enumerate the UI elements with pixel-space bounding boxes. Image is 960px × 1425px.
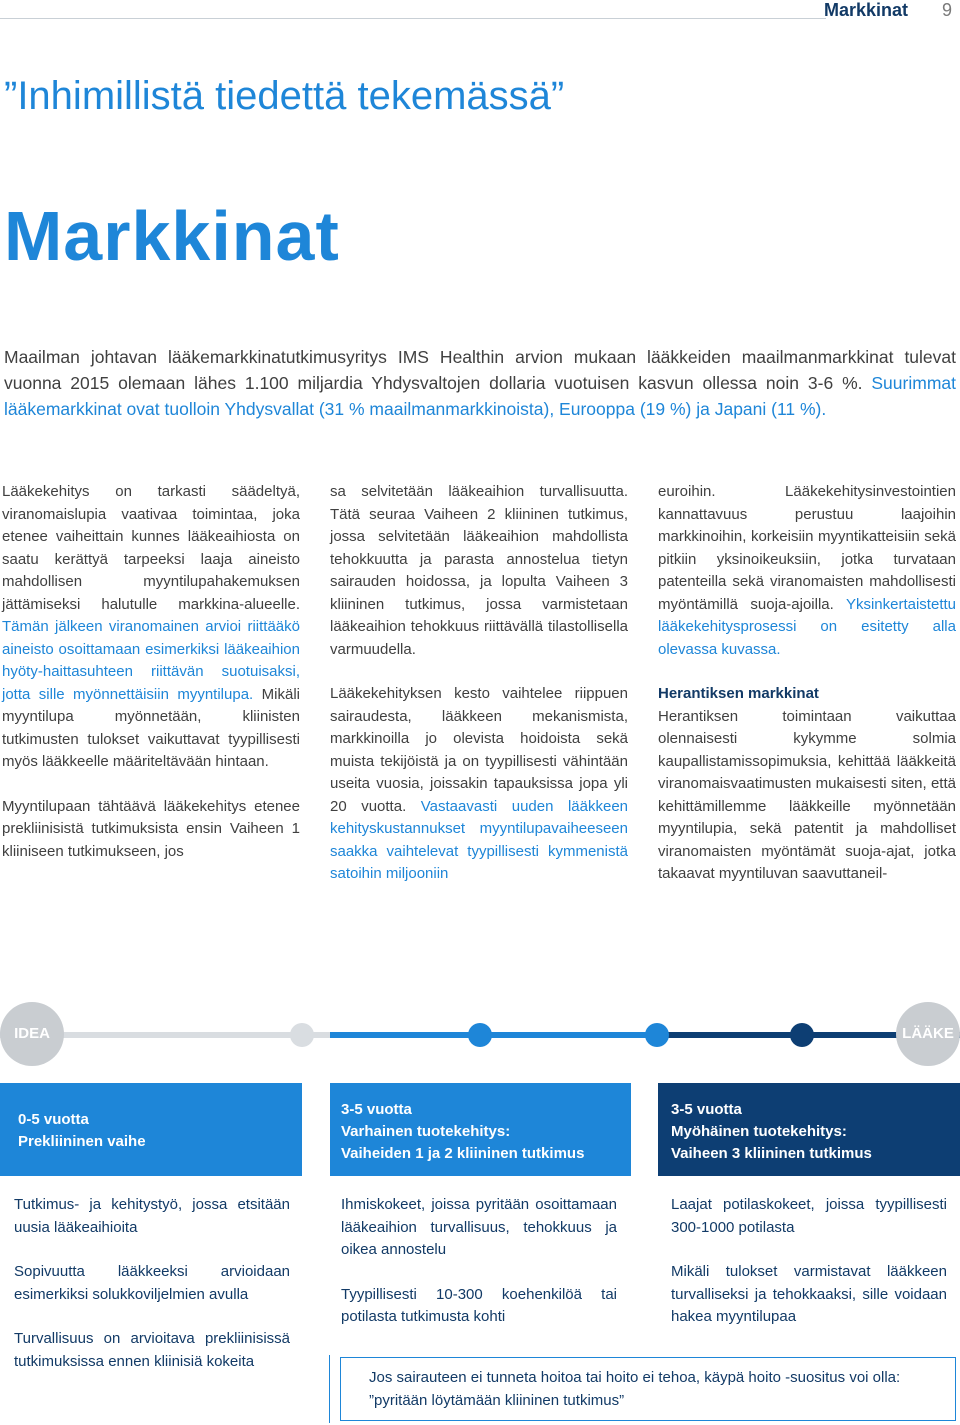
text-column-3 [658, 481, 956, 908]
description-item: Laajat potilaskokeet, joissa tyypillisesti 300-1000 potilasta [671, 1196, 947, 1236]
timeline-start-circle: IDEA [0, 1002, 64, 1066]
text-column-1 [2, 481, 300, 885]
phase-description-early [341, 1194, 617, 1351]
phase-box-late [658, 1083, 960, 1176]
timeline-segment-early [330, 1032, 658, 1038]
timeline-milestone [468, 1023, 492, 1047]
paragraph [2, 481, 300, 774]
description-item: Mikäli tulokset varmistavat lääkkeen turvalliseksi ja tehokkaaksi, sille voidaan hakea myyntilupaa [671, 1263, 947, 1325]
text-run: Lääkekehityksen kesto vaihtelee riippuen sairaudesta, lääkkeen mekanismista, markkinoilla jo olevista hoidoista sekä muista tekijöistä ja on tyypillisesti vähintään useita vuosia, joissakin tapauksissa jopa yli 20 vuotta. [330, 685, 628, 815]
subheading: Herantiksen markkinat [658, 685, 819, 702]
quote-title: ”Inhimillistä tiedettä tekemässä” [4, 74, 565, 118]
text-run-highlight: Tämän jälkeen viranomainen arvioi riittääkö aineisto osoittamaan esimerkiksi lääkeaihion hyöty-haittasuhteen riittävän suotuisaksi, jotta sille myönnettäisiin myyntilupa. [2, 618, 300, 703]
phase-duration: 0-5 vuotta [18, 1111, 89, 1128]
description-item: Turvallisuus on arvioitava prekliinisissä tutkimuksissa ennen kliinisiä kokeita [14, 1330, 290, 1370]
intro-paragraph [4, 344, 956, 422]
callout-note: Jos sairauteen ei tunneta hoitoa tai hoito ei tehoa, käypä hoito -suositus voi olla: ”pyritään löytämään kliininen tutkimus” [340, 1357, 956, 1421]
paragraph [330, 683, 628, 886]
text-run: Mikäli myyntilupa myönnetään, kliinisten tutkimusten tulokset vaikuttavat tyypillisesti myös lääkkeelle määriteltävään hintaan. [2, 685, 300, 770]
callout-connector [329, 1355, 330, 1423]
paragraph [658, 481, 956, 661]
phase-name: Varhainen tuotekehitys: [341, 1123, 511, 1140]
intro-text: Maailman johtavan lääkemarkkinatutkimusyritys IMS Healthin arvion mukaan lääkkeiden maailmanmarkkinat tulevat vuonna 2015 olemaan lähes 1.100 miljardia Yhdysvaltojen dollaria vuotuisen kasvun ollessa noin 3-6 %. [4, 347, 956, 393]
text-run: Lääkekehitys on tarkasti säädeltyä, viranomaislupia vaativaa toimintaa, joka etenee vaiheittain kunnes lääkeaihiosta on saatu kerättyä tarpeeksi laaja aineisto mahdollisen myyntilupahakemuksen jättämiseksi halutulle markkina-alueelle. [2, 483, 300, 613]
header-rule [0, 18, 826, 19]
phase-detail: Vaiheiden 1 ja 2 kliininen tutkimus [341, 1145, 585, 1162]
page-number: 9 [941, 0, 952, 20]
intro-highlight: Suurimmat lääkemarkkinat ovat tuolloin Yhdysvallat (31 % maailmanmarkkinoista), Eurooppa (19 %) ja Japani (11 %). [4, 373, 956, 419]
paragraph: Herantiksen toimintaan vaikuttaa olennaisesti kykymme solmia kaupallistamissopimuksia, kehittää lääkkeitä viranomaisvaatimusten mukaisesti siten, että kehittämillemme lääkkeille myönnetään myyntilupia, sekä patentit ja mahdolliset viranomaisten myöntämät suoja-ajat, jotka takaavat myyntiluvan saavuttaneil- [658, 707, 956, 882]
timeline-milestone [790, 1023, 814, 1047]
paragraph: sa selvitetään lääkeaihion turvallisuutta. Tätä seuraa Vaiheen 2 kliininen tutkimus, jossa selvitetään lääkeaihion mahdollista tehokkuutta ja parasta annostelua tietyn sairauden hoidossa, ja lopulta Vaiheen 3 kliininen tutkimus, jossa varmistetaan lääkeaihion tehokkuus riittävällä tilastollisella varmuudella. [330, 483, 628, 658]
description-item: Tyypillisesti 10-300 koehenkilöä tai potilasta tutkimusta kohti [341, 1285, 617, 1325]
timeline-milestone [645, 1023, 669, 1047]
description-item: Sopivuutta lääkkeeksi arvioidaan esimerkiksi solukkoviljelmien avulla [14, 1263, 290, 1303]
timeline-milestone [290, 1023, 314, 1047]
text-run: euroihin. Lääkekehitysinvestointien kannattavuus perustuu laajoihin markkinoihin, korkeisiin myyntikatteisiin sekä pitkiin yksinoikeuksiin, jotka turvataan patenteilla sekä viranomaisten mahdollisesti myöntämillä suoja-ajoilla. [658, 483, 956, 613]
phase-box-early [330, 1083, 631, 1176]
phase-duration: 3-5 vuotta [341, 1101, 412, 1118]
paragraph: Myyntilupaan tähtäävä lääkekehitys etenee prekliinisistä tutkimuksista ensin Vaiheen 1 kliiniseen tutkimukseen, jos [2, 797, 300, 860]
phase-name: Prekliininen vaihe [18, 1133, 146, 1150]
text-column-2 [330, 481, 628, 908]
running-header: Markkinat [823, 0, 908, 20]
phase-name: Myöhäinen tuotekehitys: [671, 1123, 847, 1140]
description-item: Ihmiskokeet, joissa pyritään osoittamaan lääkeaihion turvallisuus, tehokkuus ja oikea annostelu [341, 1196, 617, 1258]
phase-box-preclinical [0, 1083, 302, 1176]
phase-description-late [671, 1194, 947, 1351]
timeline-end-circle: LÄÄKE [896, 1002, 960, 1066]
text-run-highlight: Yksinkertaistettu lääkekehitysprosessi on esitetty alla olevassa kuvassa. [658, 595, 956, 658]
text-run-highlight: Vastaavasti uuden lääkkeen kehityskustannukset myyntilupavaiheeseen saakka vaihtelevat tyypillisesti kymmenistä satoihin miljooniin [330, 797, 629, 882]
phase-detail: Vaiheen 3 kliininen tutkimus [671, 1145, 872, 1162]
phase-description-preclinical [14, 1194, 290, 1395]
page-title: Markkinat [4, 197, 340, 275]
phase-duration: 3-5 vuotta [671, 1101, 742, 1118]
description-item: Tutkimus- ja kehitystyö, jossa etsitään uusia lääkeaihioita [14, 1196, 290, 1236]
